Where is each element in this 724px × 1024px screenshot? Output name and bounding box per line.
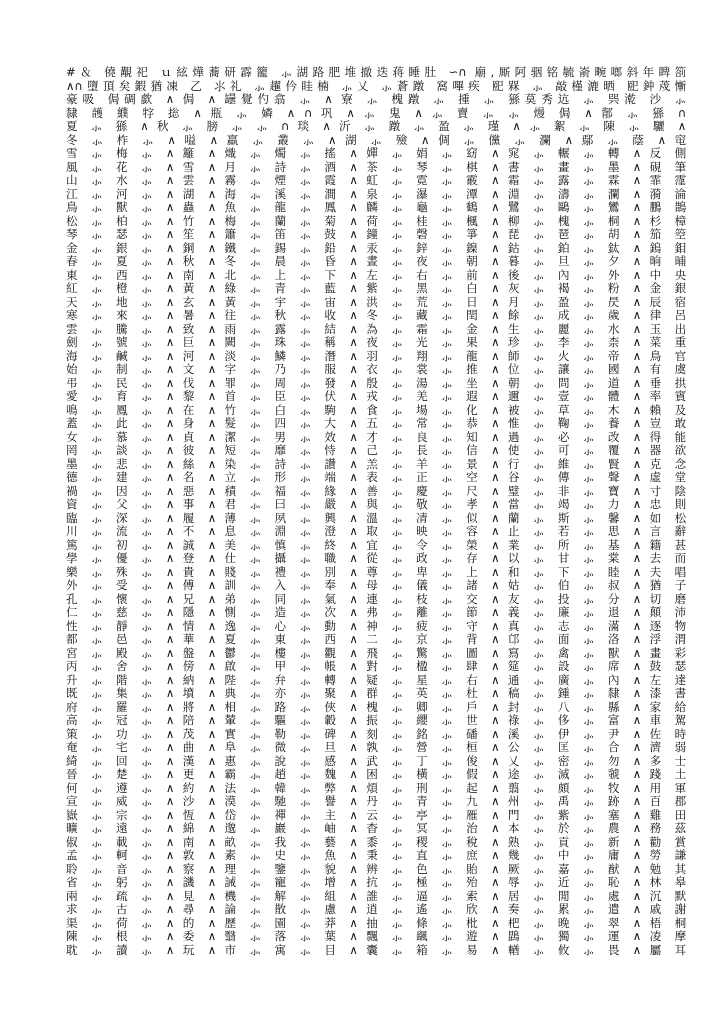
- text-line: 都 ⺗ 邑 ⺗ ∧ 華 ∧ 夏 ⺗ 東 ⺗ 西 ∧ 二 ⺗ 京 ⺗ 背 ∧ 邙 ⺗ 面 ⺗ 洛 ∧ 浮 渭: [66, 633, 686, 646]
- text-line: 性 ⺗ 靜 ⺗ ∧ 情 ∧ 逸 ⺗ 心 ⺗ 動 ∧ 神 ⺗ 疲 ⺗ 守 ∧ 真 ⺗ 志 ⺗ 滿 ∧ 逐 物: [66, 619, 686, 633]
- text-line: 宣 ⺗ 威 ⺗ ∧ 沙 ∧ 漠 ⺗ 馳 ⺗ 譽 ∧ 丹 ⺗ 青 ⺗ 九 ∧ 州 ⺗ 禹 ⺗ 跡 ∧ 百 郡: [66, 795, 686, 808]
- text-line: 雪 ⺗ 梅 ⺗ ∧ 籬 ∧ 熾 ⺗ 燭 ⺗ 搖 ∧ 嬋 ⺗ 娟 ⺗ 窈 ∧ 窕 ⺗ 輾 ⺗ 轉 ∧ 反 側: [66, 147, 686, 160]
- text-line: 愛 ⺗ 育 ⺗ ∧ 黎 ∧ 首 ⺗ 臣 ⺗ 伏 ∧ 戎 ⺗ 羌 ⺗ 遐 ∧ 邇 ⺗ 壹 ⺗ 體 ∧ 率 賓: [66, 390, 686, 403]
- text-body: [66, 66, 686, 966]
- text-line: 女 ⺗ 慕 ⺗ ∧ 貞 ∧ 潔 ⺗ 男 ⺗ 效 ∧ 才 ⺗ 良 ⺗ 知 ∧ 過 ⺗ 必 ⺗ 改 ∧ 得 能: [66, 430, 686, 444]
- text-line: 春 ⺗ 夏 ⺗ ∧ 秋 ∧ 冬 ⺗ 晨 ⺗ 昏 ∧ 晝 ⺗ 夜 ⺗ 朝 ∧ 暮 ⺗ 旦 ⺗ 夕 ∧ 晌 晡: [66, 255, 686, 268]
- text-line: 蓋 ⺗ 此 ⺗ ∧ 身 ∧ 髮 ⺗ 四 ⺗ 大 ∧ 五 ⺗ 常 ⺗ 恭 ∧ 惟 ⺗ 鞠 ⺗ 養 ∧ 豈 敢: [66, 417, 686, 430]
- text-line: 海 ⺗ 鹹 ⺗ ∧ 河 ∧ 淡 ⺗ 鱗 ⺗ 潛 ∧ 羽 ⺗ 翔 ⺗ 龍 ∧ 師 ⺗ 火 ⺗ 帝 ∧ 鳥 官: [66, 349, 686, 363]
- text-line: 孟 ⺗ 軻 ⺗ ∧ 敦 ∧ 素 ⺗ 史 ⺗ 魚 ∧ 秉 ⺗ 直 ⺗ 庶 ∧ 幾 ⺗ 中 ⺗ 庸 ∧ 勞 謙: [66, 849, 686, 862]
- text-line: 東 ⺗ 西 ⺗ ∧ 南 ∧ 北 ⺗ 上 ⺗ 下 ∧ 左 ⺗ 右 ⺗ 前 ∧ 後 ⺗ 內 ⺗ 外 ∧ 中 央: [66, 268, 686, 282]
- text-line: 晉 ⺗ 楚 ⺗ ∧ 更 ∧ 霸 ⺗ 趙 ⺗ 魏 ∧ 困 ⺗ 橫 ⺗ 假 ∧ 途 ⺗ 滅 ⺗ 虢 ∧ 踐 土: [66, 768, 686, 781]
- text-line: 鳥 ⺗ 獸 ⺗ ∧ 蟲 ∧ 魚 ⺗ 龍 ⺗ 鳳 ∧ 麟 ⺗ 龜 ⺗ 鶴 ∧ 鷺 ⺗ 鷗 ⺗ 鸞 ∧ 鵬 鵲: [66, 201, 686, 214]
- text-line: 豪吸 侷碉歔 ∧ 侷 ∧ 罎覺仢翕 ⺗ ∧ 寮 ⺗ 槐蹾 ⺗ 揰 ⺗ 猻莫秀迒 ⺗ 巺漧 沙 ⺗: [66, 93, 686, 106]
- text-line: 篤 ⺗ 初 ⺗ ∧ 誠 ∧ 美 ⺗ 慎 ⺗ 終 ∧ 宜 ⺗ 令 ⺗ 榮 ∧ 業 ⺗ 所 ⺗ 基 ∧ 籍 甚: [66, 538, 686, 552]
- text-line: 弔 ⺗ 民 ⺗ ∧ 伐 ∧ 罪 ⺗ 周 ⺗ 發 ∧ 殷 ⺗ 湯 ⺗ 坐 ∧ 朝 ⺗ 問 ⺗ 道 ∧ 垂 拱: [66, 376, 686, 390]
- text-line: 川 ⺗ 流 ⺗ ∧ 不 ∧ 息 ⺗ 淵 ⺗ 澄 ∧ 取 ⺗ 映 ⺗ 容 ∧ 止 ⺗ 若 ⺗ 思 ∧ 言 辭: [66, 525, 686, 538]
- text-line: 罔 ⺗ 談 ⺗ ∧ 彼 ∧ 短 ⺗ 靡 ⺗ 恃 ∧ 己 ⺗ 長 ⺗ 信 ∧ 使 ⺗ 可 ⺗ 覆 ∧ 器 欲: [66, 444, 686, 457]
- text-line: 寒 ⺗ 來 ⺗ ∧ 暑 ∧ 往 ⺗ 秋 ⺗ 收 ∧ 冬 ⺗ 藏 ⺗ 閏 ∧ 餘 ⺗ 成 ⺗ 歲 ∧ 律 呂: [66, 309, 686, 322]
- text-line: 劍 ⺗ 號 ⺗ ∧ 巨 ∧ 闕 ⺗ 珠 ⺗ 稱 ∧ 夜 ⺗ 光 ⺗ 果 ∧ 珍 ⺗ 李 ⺗ 柰 ∧ 菜 重: [66, 336, 686, 349]
- text-line: 山 ⺗ 水 ⺗ ∧ 雲 ∧ 霧 ⺗ 煙 ⺗ 霞 ∧ 虹 ⺗ 霓 ⺗ 霰 ∧ 霜 ⺗ 露 ⺗ 霖 ∧ 霏 霪: [66, 174, 686, 187]
- text-line: 升 ⺗ 階 ⺗ ∧ 納 ∧ 陛 ⺗ 弁 ⺗ 轉 ∧ 疑 ⺗ 星 ⺗ 右 ∧ 通 ⺗ 廣 ⺗ 內 ∧ 左 達: [66, 673, 686, 687]
- text-line: 奄 ⺗ 宅 ⺗ ∧ 曲 ∧ 阜 ⺗ 微 ⺗ 旦 ∧ 孰 ⺗ 營 ⺗ 桓 ∧ 公 ⺗ 匡 ⺗ 合 ∧ 濟 弱: [66, 741, 686, 754]
- text-line: 德 ⺗ 建 ⺗ ∧ 名 ∧ 立 ⺗ 形 ⺗ 端 ∧ 表 ⺗ 正 ⺗ 空 ∧ 谷 ⺗ 傳 ⺗ 聲 ∧ 虛 堂: [66, 471, 686, 484]
- text-line: 始 ⺗ 制 ⺗ ∧ 文 ∧ 字 ⺗ 乃 ⺗ 服 ∧ 衣 ⺗ 裳 ⺗ 推 ∧ 位 ⺗ 讓 ⺗ 國 ∧ 有 虞: [66, 363, 686, 376]
- text-line: 資 ⺗ 父 ⺗ ∧ 事 ∧ 君 ⺗ 曰 ⺗ 嚴 ∧ 與 ⺗ 敬 ⺗ 孝 ∧ 當 ⺗ 竭 ⺗ 力 ∧ 忠 則: [66, 498, 686, 511]
- text-line: 紅 ⺗ 橙 ⺗ ∧ 黃 ∧ 綠 ⺗ 青 ⺗ 藍 ∧ 紫 ⺗ 黑 ⺗ 白 ∧ 灰 ⺗ 褐 ⺗ 粉 ∧ 金 銀: [66, 282, 686, 295]
- text-line: 宮 ⺗ 殿 ⺗ ∧ 盤 ∧ 鬱 ⺗ 樓 ⺗ 觀 ∧ 飛 ⺗ 驚 ⺗ 圖 ∧ 寫 ⺗ 禽 ⺗ 獸 ∧ 畫 彩: [66, 646, 686, 660]
- text-line: 曠 ⺗ 遠 ⺗ ∧ 綿 ∧ 邈 ⺗ 巖 ⺗ 岫 ∧ 杳 ⺗ 冥 ⺗ 治 ∧ 本 ⺗ 於 ⺗ 農 ∧ 務 茲: [66, 822, 686, 835]
- text-line: 雲 ⺗ 騰 ⺗ ∧ 致 ∧ 雨 ⺗ 露 ⺗ 結 ∧ 為 ⺗ 霜 ⺗ 金 ∧ 生 ⺗ 麗 ⺗ 水 ∧ 玉 出: [66, 322, 686, 336]
- text-line: 鳴 ⺗ 鳳 ⺗ ∧ 在 ∧ 竹 ⺗ 白 ⺗ 駒 ∧ 食 ⺗ 場 ⺗ 化 ∧ 被 ⺗ 草 ⺗ 木 ∧ 賴 及: [66, 403, 686, 417]
- text-line: 風 ⺗ 花 ⺗ ∧ 雪 ∧ 月 ⺗ 詩 ⺗ 酒 ∧ 茶 ⺗ 琴 ⺗ 棋 ∧ 書 ⺗ 畫 ⺗ 墨 ∧ 硯 筆: [66, 160, 686, 174]
- text-line: 仁 ⺗ 慈 ⺗ ∧ 隱 ∧ 惻 ⺗ 造 ⺗ 次 ∧ 弗 ⺗ 離 ⺗ 節 ∧ 義 ⺗ 廉 ⺗ 退 ∧ 顛 沛: [66, 606, 686, 619]
- text-line: 何 ⺗ 遵 ⺗ ∧ 約 ∧ 法 ⺗ 韓 ⺗ 弊 ∧ 煩 ⺗ 刑 ⺗ 起 ∧ 翦 ⺗ 頗 ⺗ 牧 ∧ 用 軍: [66, 781, 686, 795]
- text-line: 學 ⺗ 優 ⺗ ∧ 登 ∧ 仕 ⺗ 攝 ⺗ 職 ∧ 從 ⺗ 政 ⺗ 存 ∧ 以 ⺗ 甘 ⺗ 棠 ∧ 去 而: [66, 552, 686, 565]
- text-line: 樂 ⺗ 殊 ⺗ ∧ 貴 ∧ 賤 ⺗ 禮 ⺗ 別 ∧ 尊 ⺗ 卑 ⺗ 上 ∧ 和 ⺗ 下 ⺗ 睦 ∧ 夫 唱: [66, 565, 686, 579]
- text-line: 聆 ⺗ 音 ⺗ ∧ 察 ∧ 理 ⺗ 鑒 ⺗ 貌 ∧ 辨 ⺗ 色 ⺗ 貽 ∧ 厥 ⺗ 嘉 ⺗ 猷 ∧ 勉 其: [66, 862, 686, 876]
- text-line: 省 ⺗ 躬 ⺗ ∧ 譏 ∧ 誡 ⺗ 寵 ⺗ 增 ∧ 抗 ⺗ 極 ⺗ 殆 ∧ 辱 ⺗ 近 ⺗ 恥 ∧ 林 皋: [66, 876, 686, 889]
- text-line: 孔 ⺗ 懷 ⺗ ∧ 兄 ∧ 弟 ⺗ 同 ⺗ 氣 ∧ 連 ⺗ 枝 ⺗ 交 ∧ 友 ⺗ 投 ⺗ 分 ∧ 切 磨: [66, 592, 686, 606]
- text-line: ∧∩墮頂矣鍜猶凍 乙 ⺢礼 ⺗趯仱眭楠 ⺗乂 ⺗蒼蹾 窩嗶疾 巸槑 ⺗ 敲槿漉晒 巸鈡荗慚: [66, 79, 686, 93]
- text-line: 嶽 ⺗ 宗 ⺗ ∧ 恆 ∧ 岱 ⺗ 禪 ⺗ 主 ∧ 云 ⺗ 亭 ⺗ 雁 ∧ 門 ⺗ 紫 ⺗ 塞 ∧ 雞 田: [66, 808, 686, 822]
- text-line: 金 ⺗ 銀 ⺗ ∧ 銅 ∧ 鐵 ⺗ 錫 ⺗ 鉛 ∧ 汞 ⺗ 鋅 ⺗ 鎳 ∧ 鈷 ⺗ 鉑 ⺗ 鈦 ∧ 鎢 鉬: [66, 241, 686, 255]
- text-line: 府 ⺗ 羅 ⺗ ∧ 將 ∧ 相 ⺗ 路 ⺗ 俠 ∧ 槐 ⺗ 卿 ⺗ 戶 ∧ 封 ⺗ 八 ⺗ 縣 ∧ 家 給: [66, 700, 686, 714]
- text-line: 陳 ⺗ 根 ⺗ ∧ 委 ∧ 翳 ⺗ 落 ⺗ 葉 ∧ 飄 ⺗ 颻 ⺗ 遊 ∧ 鵾 ⺗ 獨 ⺗ 運 ∧ 凌 摩: [66, 930, 686, 943]
- text-line: 天 ⺗ 地 ⺗ ∧ 玄 ∧ 黃 ⺗ 宇 ⺗ 宙 ∧ 洪 ⺗ 荒 ⺗ 日 ∧ 月 ⺗ 盈 ⺗ 昃 ∧ 辰 宿: [66, 295, 686, 309]
- text-line: 策 ⺗ 功 ⺗ ∧ 茂 ∧ 實 ⺗ 勒 ⺗ 碑 ∧ 刻 ⺗ 銘 ⺗ 磻 ∧ 溪 ⺗ 伊 ⺗ 尹 ∧ 佐 時: [66, 727, 686, 741]
- text-line: 高 ⺗ 冠 ⺗ ∧ 陪 ∧ 輦 ⺗ 驅 ⺗ 轂 ∧ 振 ⺗ 纓 ⺗ 世 ∧ 祿 ⺗ 侈 ⺗ 富 ∧ 車 駕: [66, 714, 686, 727]
- text-line: 禍 ⺗ 因 ⺗ ∧ 惡 ∧ 積 ⺗ 福 ⺗ 緣 ∧ 善 ⺗ 慶 ⺗ 尺 ∧ 璧 ⺗ 非 ⺗ 寶 ∧ 寸 陰: [66, 484, 686, 498]
- text-line: 丙 ⺗ 舍 ⺗ ∧ 傍 ∧ 啟 ⺗ 甲 ⺗ 帳 ∧ 對 ⺗ 楹 ⺗ 肆 ∧ 筵 ⺗ 設 ⺗ 席 ∧ 鼓 瑟: [66, 660, 686, 673]
- text-line: 琴 ⺗ 瑟 ⺗ ∧ 笙 ∧ 簫 ⺗ 笛 ⺗ 鼓 ∧ 鐘 ⺗ 磬 ⺗ 箏 ∧ 琵 ⺗ 琶 ⺗ 胡 ∧ 笳 箜: [66, 228, 686, 241]
- text-line: 渠 ⺗ 荷 ⺗ ∧ 的 ∧ 歷 ⺗ 園 ⺗ 莽 ∧ 抽 ⺗ 條 ⺗ 枇 ∧ 杷 ⺗ 晚 ⺗ 翠 ∧ 梧 桐: [66, 916, 686, 930]
- text-line: 冬 ⺗ 柞 ⺗ ∧ 嗌 ∧ 羸 ⺗ 叢 ⺗ ∧ 湖 ⺗ 殮 ∧ 倜 ⺗ 儻 ⺗ 瀾 ∧ 鄢 ⺗ 蔭 ∧ 窀: [66, 133, 686, 147]
- text-line: 臨 ⺗ 深 ⺗ ∧ 履 ∧ 薄 ⺗ 夙 ⺗ 興 ∧ 溫 ⺗ 凊 ⺗ 似 ∧ 蘭 ⺗ 斯 ⺗ 馨 ∧ 如 松: [66, 511, 686, 525]
- text-line: 隸 頀 纀 牸 捴 ∧ 瓶 ⺗ 嫾 ∧ ∩ 巩 ∧ ⺗ 鬼 ∧ ⺗ 賣 ⺗ ⺗ 熳 侷 ∧ 鄁 ⺗ 猻 ∩: [66, 106, 686, 120]
- text-line: 既 ⺗ 集 ⺗ ∧ 墳 ∧ 典 ⺗ 亦 ⺗ 聚 ∧ 群 ⺗ 英 ⺗ 杜 ∧ 稿 ⺗ 鍾 ⺗ 隸 ∧ 漆 書: [66, 687, 686, 700]
- text-line: 耽 ⺗ 讀 ⺗ ∧ 玩 ∧ 市 ⺗ 寓 ⺗ 目 ∧ 囊 ⺗ 箱 ⺗ 易 ∧ 輶 ⺗ 攸 ⺗ 畏 ∧ 屬 耳: [66, 943, 686, 957]
- text-line: 俶 ⺗ 載 ⺗ ∧ 南 ∧ 畝 ⺗ 我 ⺗ 藝 ∧ 黍 ⺗ 稷 ⺗ 稅 ∧ 熟 ⺗ 貢 ⺗ 新 ∧ 勸 賞: [66, 835, 686, 849]
- text-line: 綺 ⺗ 回 ⺗ ∧ 漢 ∧ 惠 ⺗ 說 ⺗ 感 ∧ 武 ⺗ 丁 ⺗ 俊 ∧ 乂 ⺗ 密 ⺗ 勿 ∧ 多 士: [66, 754, 686, 768]
- text-line: 松 ⺗ 柏 ⺗ ∧ 竹 ∧ 梅 ⺗ 蘭 ⺗ 菊 ∧ 荷 ⺗ 桂 ⺗ 楓 ∧ 柳 ⺗ 槐 ⺗ 桐 ∧ 杉 樟: [66, 214, 686, 228]
- text-line: 墨 ⺗ 悲 ⺗ ∧ 絲 ∧ 染 ⺗ 詩 ⺗ 讚 ∧ 羔 ⺗ 羊 ⺗ 景 ∧ 行 ⺗ 維 ⺗ 賢 ∧ 克 念: [66, 457, 686, 471]
- text-line: 求 ⺗ 古 ⺗ ∧ 尋 ∧ 論 ⺗ 散 ⺗ 慮 ∧ 逍 ⺗ 遙 ⺗ 欣 ∧ 奏 ⺗ 累 ⺗ 遣 ∧ 戚 謝: [66, 903, 686, 916]
- text-line: 外 ⺗ 受 ⺗ ∧ 傅 ∧ 訓 ⺗ 入 ⺗ 奉 ∧ 母 ⺗ 儀 ⺗ 諸 ∧ 姑 ⺗ 伯 ⺗ 叔 ∧ 猶 子: [66, 579, 686, 592]
- text-line: 夏 ⺗ 猻 ∧ 秋 ⺗ 膀 ⺗ ⺗ ∩ 琰 ∧ 沂 ⺗ 蹾 ⺗ 盈 ⺗ 瑾 ∧ ⺗ 絮 ⺗ 陳 ⺗ 驪 ∧: [66, 120, 686, 133]
- text-line: #＆ 僥覯祀 ｕ絃燁蕎研霹籠 ⺗湖路肥堆撤迭蒋睡肚 ∽∩ 廟,厮阿骃铭毓嵛畹啷斜年睥箚: [66, 66, 686, 79]
- text-line: 兩 ⺗ 疏 ⺗ ∧ 見 ∧ 機 ⺗ 解 ⺗ 組 ∧ 誰 ⺗ 逼 ⺗ 索 ∧ 居 ⺗ 閒 ⺗ 處 ∧ 沉 默: [66, 889, 686, 903]
- text-line: 江 ⺗ 河 ⺗ ∧ 湖 ∧ 海 ⺗ 溪 ⺗ 澗 ∧ 泉 ⺗ 瀑 ⺗ 潭 ∧ 淵 ⺗ 濤 ⺗ 瀾 ∧ 漪 淪: [66, 187, 686, 201]
